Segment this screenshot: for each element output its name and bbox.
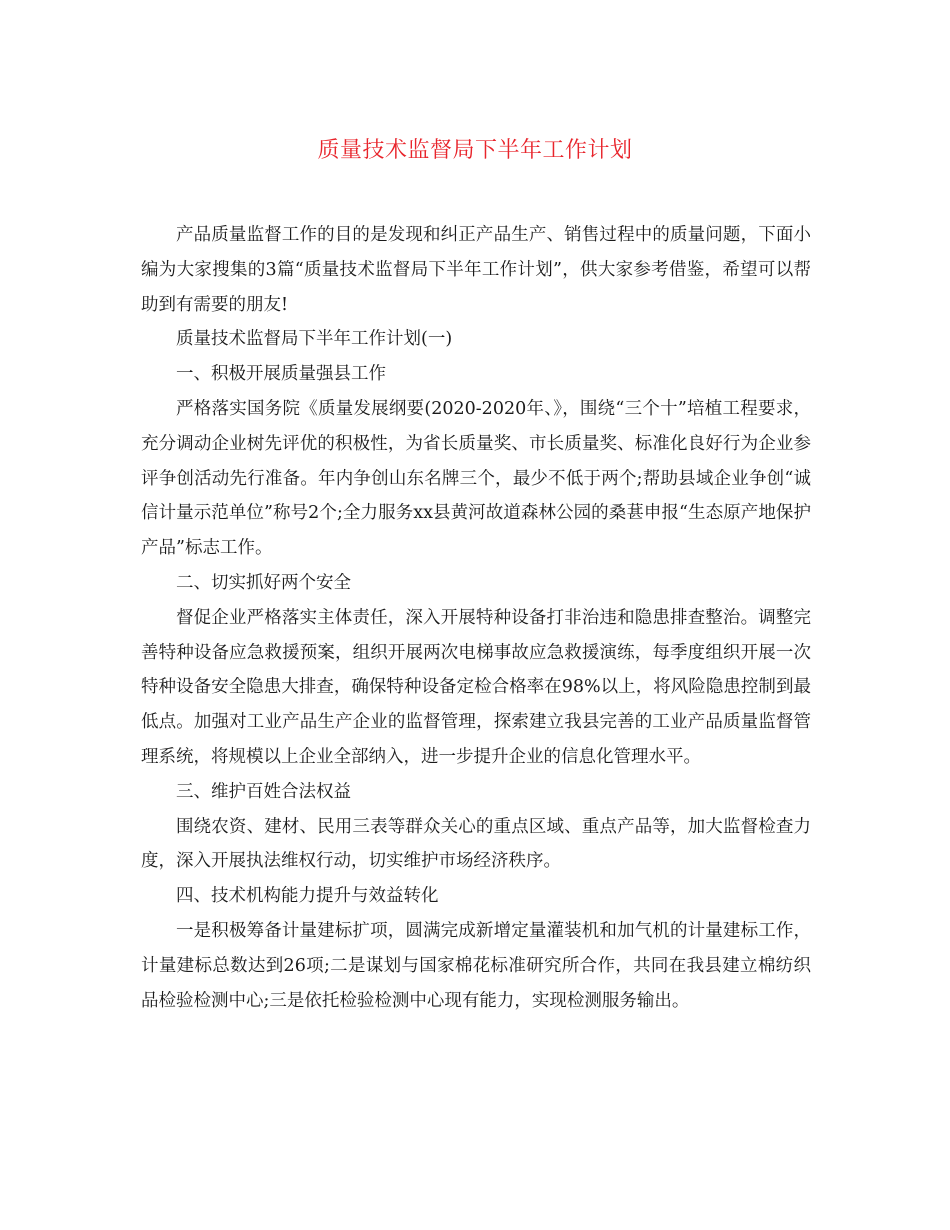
section-heading-1: 一、积极开展质量强县工作 bbox=[176, 364, 386, 385]
section-paragraph-1: 严格落实国务院《质量发展纲要(2020-2020年、》，围绕“三个十”培植工程要求，充分调动企业树先评优的积极性，为省长质量奖、市长质量奖、标准化良好行为企业参评争创活动先行准备。年内争创山东名牌三个，最少不低于两个;帮助县域企业争创“诚信计量示范单位”称号2个;全力服务xx县黄河故道森林公园的桑葚申报“生态原产地保护产品”标志工作。 bbox=[141, 398, 811, 559]
section-paragraph-4: 一是积极筹备计量建标扩项，圆满完成新增定量灌装机和加气机的计量建标工作，计量建标总数达到26项;二是谋划与国家棉花标准研究所合作，共同在我县建立棉纺织品检验检测中心;三是依托检验检测中心现有能力，实现检测服务输出。 bbox=[141, 920, 811, 1011]
intro-paragraph: 产品质量监督工作的目的是发现和纠正产品生产、销售过程中的质量问题，下面小编为大家搜集的3篇“质量技术监督局下半年工作计划”，供大家参考借鉴，希望可以帮助到有需要的朋友! bbox=[141, 225, 811, 315]
section-heading-3: 三、维护百姓合法权益 bbox=[176, 781, 351, 802]
section-heading-2: 二、切实抓好两个安全 bbox=[176, 572, 351, 593]
document-body bbox=[141, 218, 811, 1018]
plan-subtitle: 质量技术监督局下半年工作计划(一) bbox=[176, 329, 453, 350]
section-paragraph-2: 督促企业严格落实主体责任，深入开展特种设备打非治违和隐患排查整治。调整完善特种设备应急救援预案，组织开展两次电梯事故应急救援演练，每季度组织开展一次特种设备安全隐患大排查，确保特种设备定检合格率在98%以上，将风险隐患控制到最低点。加强对工业产品生产企业的监督管理，探索建立我县完善的工业产品质量监督管理系统，将规模以上企业全部纳入，进一步提升企业的信息化管理水平。 bbox=[141, 607, 811, 767]
document-title: 质量技术监督局下半年工作计划 bbox=[317, 138, 633, 163]
section-paragraph-3: 围绕农资、建材、民用三表等群众关心的重点区域、重点产品等，加大监督检查力度，深入开展执法维权行动，切实维护市场经济秩序。 bbox=[141, 816, 811, 872]
section-heading-4: 四、技术机构能力提升与效益转化 bbox=[176, 886, 439, 907]
